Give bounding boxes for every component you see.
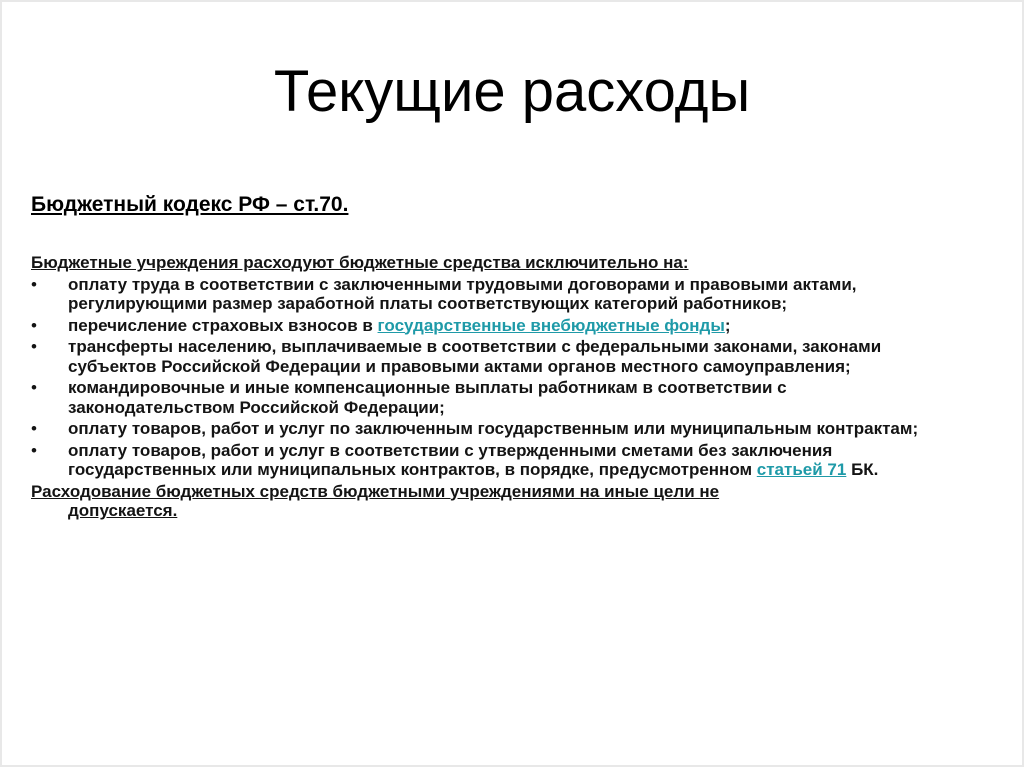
list-item-text: оплату труда в соответствии с заключенными трудовыми договорами и правовыми актами, регулирующими размер заработной платы соответствующих категорий работников; — [68, 274, 857, 313]
list-item — [31, 419, 951, 439]
list-item-text-end: ; — [724, 315, 731, 335]
list-item-text-end: БК. — [846, 460, 879, 479]
list-item-text: трансферты населению, выплачиваемые в соответствии с федеральными законами, законами субъектов Российской Федерации и правовыми актами органов местного самоуправления; — [68, 337, 882, 376]
list-item — [31, 275, 951, 314]
article-71-link[interactable]: статьей 71 — [756, 460, 847, 479]
list-item-text: оплату товаров, работ и услуг в соответствии с утвержденными сметами без заключения государственных или муниципальных контрактов, в порядке, предусмотренном — [68, 440, 833, 479]
list-item-text: перечисление страховых взносов в — [68, 315, 378, 335]
intro-text: Бюджетные учреждения расходуют бюджетные средства исключительно на: — [31, 253, 689, 272]
closing-line-2: допускается. — [68, 501, 178, 520]
extra-budgetary-funds-link[interactable]: государственные внебюджетные фонды — [377, 315, 725, 335]
slide-body — [31, 253, 951, 521]
bullet-icon: • — [31, 337, 37, 356]
list-item — [31, 378, 951, 417]
list-item-text: командировочные и иные компенсационные выплаты работникам в соответствии с законодательством Российской Федерации; — [68, 378, 787, 417]
closing-line-1: Расходование бюджетных средств бюджетными учреждениями на иные цели не — [31, 481, 720, 501]
list-item — [31, 316, 951, 336]
bullet-icon: • — [31, 440, 37, 460]
list-item — [31, 337, 951, 376]
bullet-icon: • — [31, 378, 37, 397]
list-item-text: оплату товаров, работ и услуг по заключенным государственным или муниципальным контрактам; — [68, 419, 919, 438]
slide-subtitle: Бюджетный кодекс РФ – ст.70. — [31, 193, 349, 216]
slide-title: Текущие расходы — [273, 59, 751, 124]
bullet-icon: • — [31, 274, 37, 294]
closing-statement — [31, 482, 951, 521]
list-item — [31, 441, 951, 480]
expense-list — [31, 275, 951, 480]
bullet-icon: • — [31, 419, 37, 438]
slide-border-top — [0, 0, 1024, 2]
bullet-icon: • — [31, 315, 37, 335]
